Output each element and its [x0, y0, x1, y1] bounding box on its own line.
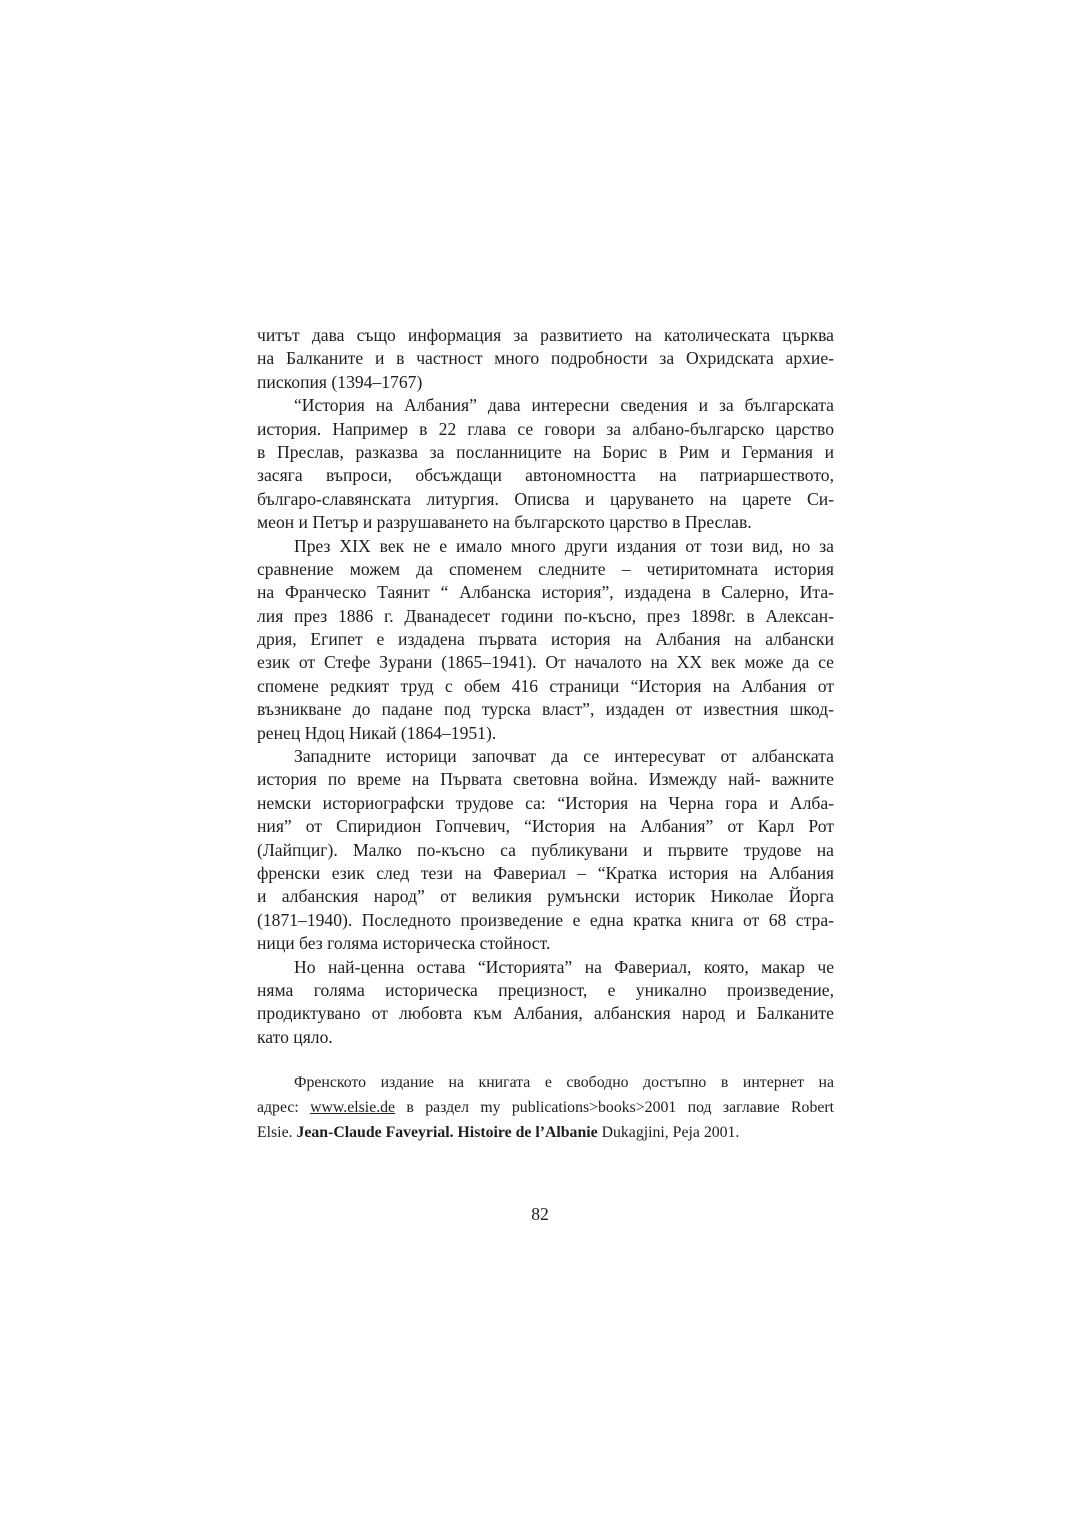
- body-line: на Франческо Таянит “ Албанска история”, издадена в Салерно, Ита-: [257, 582, 834, 603]
- website-link[interactable]: www.elsie.de: [310, 1099, 396, 1116]
- page-number: 82: [531, 1204, 549, 1224]
- body-line: българо-славянската литургия. Описва и царуването на царете Си-: [257, 488, 834, 509]
- body-line: френски език след тези на Фавериал – “Кратка история на Албания: [257, 862, 834, 883]
- body-line: засяга въпроси, обсъждащи автономността на патриаршеството,: [257, 465, 834, 486]
- body-line: Но най-ценна остава “Историята” на Фавериал, която, макар че: [294, 956, 834, 977]
- body-line: немски историографски трудове са: “История на Черна гора и Алба-: [257, 792, 834, 813]
- body-line: “История на Албания” дава интересни сведения и за българската: [294, 395, 834, 416]
- body-line: дрия, Египет е издадена първата история на Албания на албански: [257, 629, 834, 650]
- footnote-text: в раздел my publications>books>2001 под заглавие Robert: [395, 1099, 834, 1116]
- body-line: история. Например в 22 глава се говори за албано-българско царство: [257, 418, 834, 439]
- body-line: лия през 1886 г. Дванадесет години по-късно, през 1898г. в Алексан-: [257, 605, 834, 626]
- footnote-line: Френското издание на книгата е свободно достъпно в интернет на: [294, 1074, 834, 1091]
- body-line: пископия (1394–1767): [257, 371, 423, 392]
- body-line: Западните историци започват да се интересуват от албанската: [294, 746, 834, 767]
- footnote-text: Elsie.: [257, 1124, 297, 1141]
- body-line: читът дава също информация за развитието на католическата църква: [257, 325, 834, 345]
- body-line: ренец Ндоц Никай (1864–1951).: [257, 722, 497, 743]
- body-line: възникване до падане под турска власт”, издаден от известния шкод-: [257, 699, 834, 720]
- footnote-text: адрес:: [257, 1099, 311, 1116]
- body-line: (Лайпциг). Малко по-късно са публикувани и първите трудове на: [257, 839, 834, 860]
- body-line: меон и Петър и разрушаването на българското царство в Преслав.: [257, 512, 752, 533]
- body-line: в Преслав, разказва за посланниците на Борис в Рим и Германия и: [257, 441, 834, 462]
- footnote: [257, 1070, 834, 1145]
- body-line: на Балканите и в частност много подробности за Охридската архие-: [257, 348, 834, 369]
- body-line: ния” от Спиридион Гопчевич, “История на Албания” от Карл Рот: [257, 816, 834, 837]
- body-text: [257, 324, 834, 1049]
- body-line: продиктувано от любовта към Албания, албанския народ и Балканите: [257, 1003, 834, 1024]
- body-line: (1871–1940). Последното произведение е една кратка книга от 68 стра-: [257, 909, 834, 930]
- body-line: език от Стефе Зурани (1865–1941). От началото на XX век може да се: [257, 652, 834, 673]
- body-line: история по време на Първата световна война. Измежду най- важните: [257, 769, 834, 790]
- book-title: Jean-Claude Faveyrial. Histoire de l’Albanie: [296, 1124, 598, 1141]
- body-line: и албанския народ” от великия румънски историк Николае Йорга: [257, 886, 834, 907]
- body-line: като цяло.: [257, 1026, 333, 1047]
- body-line: спомене редкият труд с обем 416 страници “История на Албания от: [257, 675, 834, 696]
- footnote-line: [257, 1095, 834, 1120]
- body-line: През XIX век не е имало много други издания от този вид, но за: [294, 535, 834, 556]
- body-line: ници без голяма историческа стойност.: [257, 933, 551, 954]
- body-line: няма голяма историческа прецизност, е уникално произведение,: [257, 979, 834, 1000]
- body-line: сравнение можем да споменем следните – четиритомната история: [257, 558, 834, 579]
- footnote-text: Dukagjini, Peja 2001.: [597, 1124, 740, 1141]
- footnote-line: [257, 1120, 834, 1145]
